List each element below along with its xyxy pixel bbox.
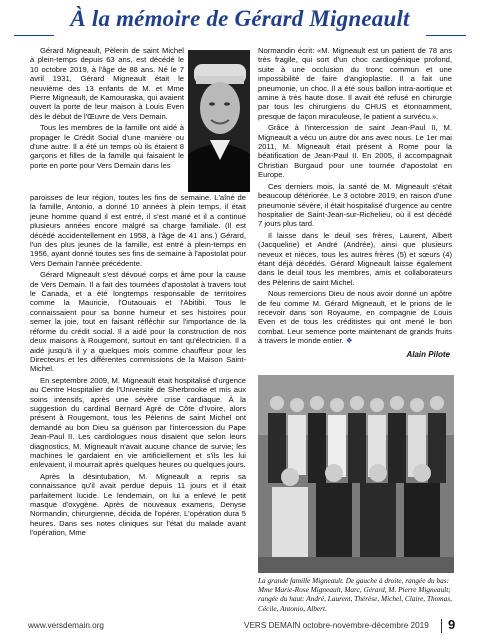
article-title: À la mémoire de Gérard Migneault — [70, 6, 410, 31]
page-footer — [0, 619, 480, 633]
page-number: 9 — [448, 617, 456, 632]
paragraph — [258, 289, 452, 345]
paragraph-text: Nous remercions Dieu de nous avoir donné un apôtre de feu comme M. Gérard Migneault, et le prions de le recevoir dans son Royaume, en compagnie de Louis Even et de tous les créditistes qui ont mené le bon combat. Leur semence porte maintenant de grands fruits à travers le monde entier. — [258, 289, 452, 346]
column-1-bottom — [30, 193, 246, 540]
paragraph: Gérard Migneault s'est dévoué corps et âme pour la cause de Vers Demain. Il a fait des tournées d'apostolat à travers tout le Canada, et a été longtemps responsable de territoires comme la Mauricie, l'Outaouais et l'Abitibi. Tous le connaissaient pour sa bonne humeur et ses histoires pour semer la joie, tout en faisant réfléchir sur l'importance de la réforme du crédit social. Il a aidé pour la construction de nos deux maisons à Rougemont, surtout en tant qu'électricien. Il a aidé jusqu'à il y a quelques mois comme chauffeur pour les Directeurs et les différentes commissions de la Maison Saint-Michel. — [30, 270, 246, 374]
paragraph: paroisses de leur région, toutes les fins de semaine. L'aîné de la famille, Antonio, a donné 10 années à plein temps, il était jeune homme quand il est entré, il s'est marié et il a continué plusieurs années encore malgré sa charge familiale. (Il est décédé accidentellement en 1958, à l'âge de 41 ans.) Gérard, l'un des plus jeunes de la famille, est entré à plein-temps en 1956, ayant donné toutes ses fins de semaine à l'apostolat pour Vers Demain l'année précédente. — [30, 193, 246, 268]
paragraph: Il laisse dans le deuil ses frères, Laurent, Albert (Jacqueline) et André (Andrée), ainsi que plusieurs neveux et nièces, tous les autres frères (5) et sœurs (4) étant déjà décédés. Gérard Migneault laisse également dans le deuil tous les membres, amis et collaborateurs des Pèlerins de saint Michel. — [258, 230, 452, 287]
footer-url: www.versdemain.org — [28, 621, 104, 630]
title-rule-left — [14, 35, 54, 36]
paragraph: Normandin écrit: «M. Migneault est un patient de 78 ans très fragile, qui sort d'un choc cardiogénique profond, suite à une occlusion du tronc commun et une impossibilité de faire d'angioplastie. Il a fait une pneumonie, un choc. Il a été sous ballon intra-aortique et amine à très haute dose. Il avait été refusé en chirurgie par tous les chirurgiens du CHUS et étonnamment, presque de façon miraculeuse, le patient a survécu.». — [258, 46, 452, 121]
photo-caption: La grande famille Migneault. De gauche à droite, rangée du bas: Mme Marie-Rose Migneault, Marc, Gérard, M. Pierre Migneault; rangée du haut: André, Laurent, Thérèse, Michel, Claire, Thomas, Cécile, Antonio, Albert. — [258, 576, 452, 613]
footer-divider — [441, 619, 442, 633]
end-mark-icon: ❖ — [345, 336, 353, 346]
author-signature: Alain Pilote — [406, 350, 450, 359]
family-photo — [258, 375, 454, 573]
paragraph: Ces derniers mois, la santé de M. Migneault s'était beaucoup détériorée. Le 3 octobre 2019, en raison d'une pneumonie sévère, il était hospitalisé d'urgence au centre hospitalier de Saint-Jean-sur-Richelieu, où il est décédé 7 jours plus tard. — [258, 181, 452, 229]
paragraph: En septembre 2009, M. Migneault était hospitalisé d'urgence au Centre Hospitalier de l'Université de Sherbrooke et mis aux soins intensifs, après une sévère crise cardiaque. À la suggestion du cardinal Bernard Agré de Côte d'Ivoire, alors présent à Rougemont, tous les Pèlerins de saint Michel ont demandé au bon Dieu sa guérison par l'intercession du Pape Jean-Paul II. Les cardiologues nous disaient que selon leurs diagnostics, M. Migneault n'avait aucune chance de survie; les machines le gardaient en vie artificiellement et s'ils les lui enlevaient, il mourrait après quelques heures ou quelques jours. — [30, 375, 246, 470]
column-1-top — [30, 46, 184, 172]
paragraph: Tous les membres de la famille ont aidé à propager le Crédit Social d'une manière ou d'une autre. Il a été un temps où ils étaient 8 garçons et filles de la famille qui faisaient le porte en porte pour Vers Demain dans les — [30, 123, 184, 170]
paragraph: Gérard Migneault, Pèlerin de saint Michel à plein-temps depuis 63 ans, est décédé le 10 octobre 2019, à l'âge de 88 ans. Né le 7 avril 1931, Gérard Migneault était le neuvième des 13 enfants de M. et Mme Pierre Migneault, de Kamouraska, qui avaient ouvert la porte de leur maison à Louis Even dès le début de l'Œuvre de Vers Demain. — [30, 46, 184, 121]
paragraph: Après la désintubation, M. Migneault a repris sa connaissance qu'il avait perdue depuis 11 jours et il était parfaitement lucide. Le lendemain, on lui a enlevé le petit masque d'oxygène. Après de nouveaux examens, Denyse Normandin, chirurgienne, décida de l'opérer. L'opération dura 5 heures. Dans ses notes cliniques sur l'état du malade avant l'opération, Mme — [30, 471, 246, 538]
title-rule-right — [426, 35, 466, 36]
paragraph: Grâce à l'intercession de saint Jean-Paul II, M. Migneault a vécu un autre dix ans avec nous. Le 1er mai 2011, M. Migneault était présent à Rome pour la béatification de Jean-Paul II. En 2005, il accompagnait Christian Burgaud pour une tournée d'apostolat en Europe. — [258, 123, 452, 180]
footer-magazine: VERS DEMAIN octobre-novembre-décembre 2019 — [244, 621, 429, 630]
portrait-photo — [188, 50, 250, 192]
column-2 — [258, 46, 452, 348]
